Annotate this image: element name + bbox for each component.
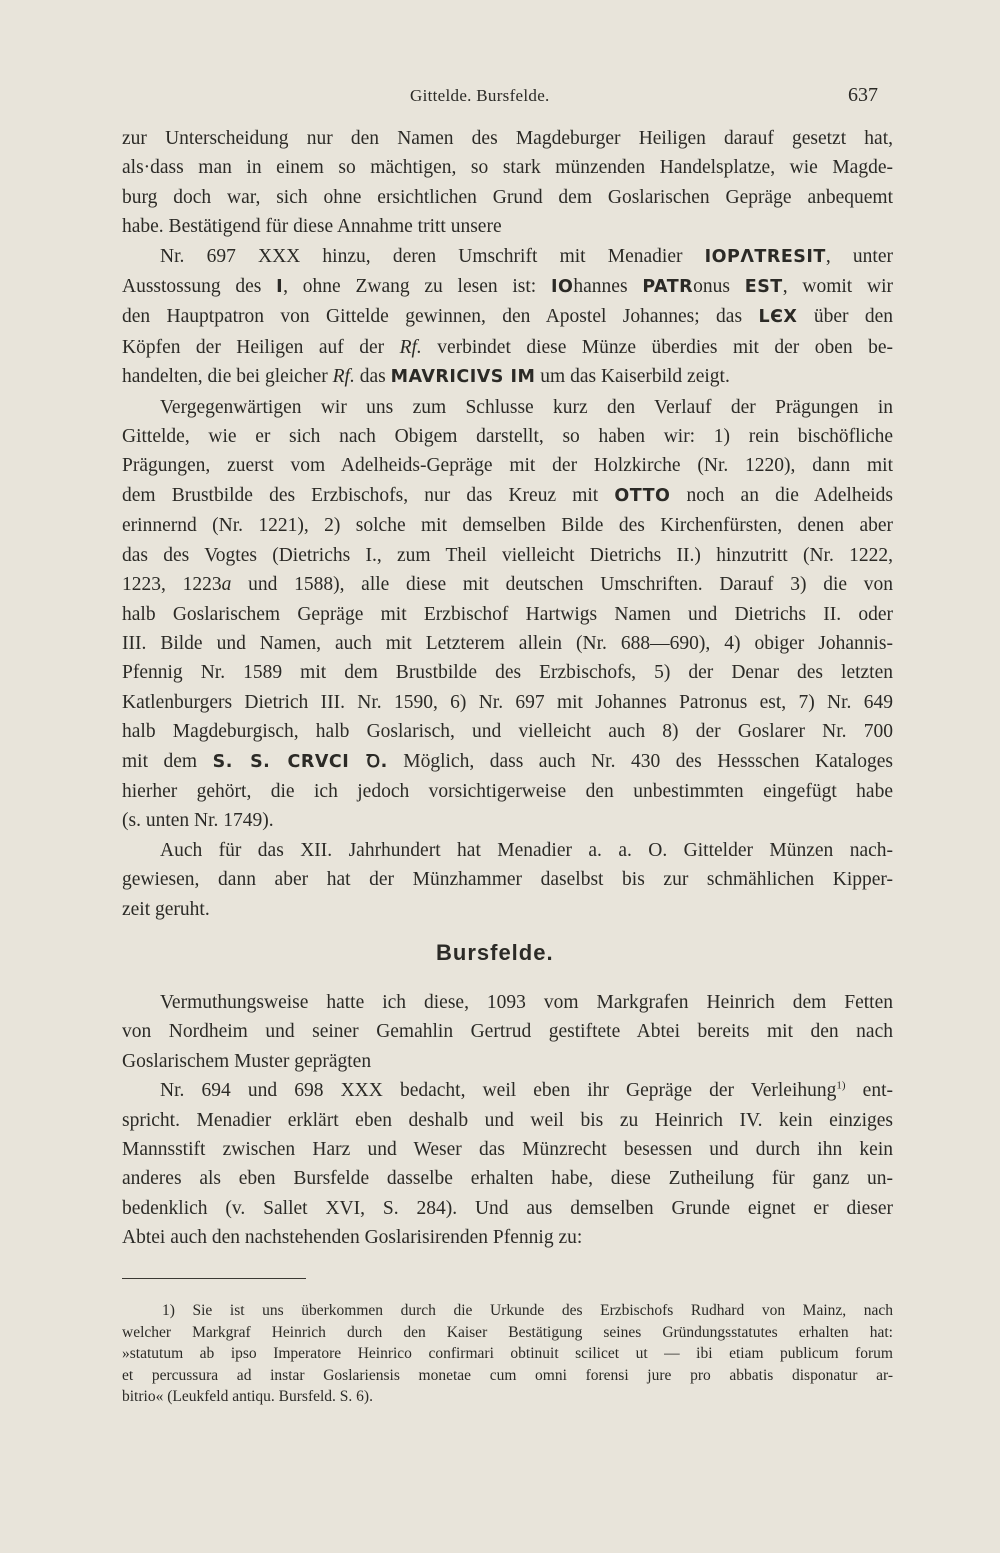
text-line	[122, 272, 893, 302]
section-heading: Bursfelde.	[436, 940, 554, 965]
text-run: 1223, 1223	[122, 574, 222, 596]
text-run: Ausstossung des	[122, 276, 277, 298]
abbreviation: Rf.	[332, 366, 355, 388]
coin-legend: PATR	[642, 277, 694, 298]
coin-legend: IO	[551, 277, 574, 298]
text-line: burg doch war, sich ohne ersichtlichen Grund dem Goslarischen Gepräge anbequemt	[122, 186, 893, 208]
text-run: Köpfen der Heiligen auf der	[122, 336, 400, 358]
text-line: (s. unten Nr. 1749).	[122, 810, 274, 832]
text-line: Prägungen, zuerst vom Adelheids-Gepräge mit der Holzkirche (Nr. 1220), dann mit	[122, 455, 893, 477]
coin-legend: LЄX	[758, 307, 798, 328]
text-run: , womit wir	[782, 276, 893, 298]
text-line	[122, 333, 893, 362]
footnote-line: »statutum ab ipso Imperatore Heinrico confirmari obtinuit scilicet ut — ibi etiam publicum forum	[122, 1345, 893, 1362]
text-line: spricht. Menadier erklärt eben deshalb und weil bis zu Heinrich IV. kein einziges	[122, 1109, 893, 1131]
footnote-line: welcher Markgraf Heinrich durch den Kaiser Bestätigung seines Gründungsstatutes erhalten hat:	[122, 1323, 893, 1341]
text-line: Gittelde, wie er sich nach Obigem darstellt, so haben wir: 1) rein bischöfliche	[122, 426, 893, 448]
text-line	[122, 362, 893, 392]
text-run: und 1588), alle diese mit deutschen Umschriften. Darauf 3) die von	[231, 574, 893, 596]
text-line: Mannsstift zwischen Harz und Weser das Münzrecht besessen und durch ihn kein	[122, 1139, 893, 1161]
running-header: Gittelde. Bursfelde.	[410, 86, 550, 105]
text-line: zeit geruht.	[122, 898, 210, 920]
text-line: als·dass man in einem so mächtigen, so stark münzenden Handelsplatze, wie Magde-	[122, 157, 893, 179]
text-line: Abtei auch den nachstehenden Goslarisirenden Pfennig zu:	[122, 1227, 583, 1249]
text-run: Nr. 694 und 698 XXX bedacht, weil eben ihr Gepräge der Verleihung	[160, 1080, 837, 1102]
coin-legend: MAVRICIVS IM	[390, 367, 536, 388]
text-line	[122, 302, 893, 332]
text-line: Vermuthungsweise hatte ich diese, 1093 vom Markgrafen Heinrich dem Fetten	[160, 992, 893, 1013]
footnote-divider	[122, 1278, 306, 1279]
text-line: halb Goslarischem Gepräge mit Erzbischof Hartwigs Namen und Dietrichs II. oder	[122, 603, 893, 625]
text-line: gewiesen, dann aber hat der Münzhammer daselbst bis zur schmählichen Kipper-	[122, 869, 893, 891]
page-number: 637	[848, 84, 878, 106]
text-line: von Nordheim und seiner Gemahlin Gertrud gestiftete Abtei bereits mit den nach	[122, 1021, 893, 1043]
footnote-line: et percussura ad instar Goslariensis monetae cum omni forensi jure pro abbatis disponatur ar-	[122, 1366, 893, 1384]
text-line: Katlenburgers Dietrich III. Nr. 1590, 6) Nr. 697 mit Johannes Patronus est, 7) Nr. 649	[122, 691, 893, 713]
text-line	[122, 747, 893, 777]
text-line: das des Vogtes (Dietrichs I., zum Theil vielleicht Dietrichs II.) hinzutritt (Nr. 1222,	[122, 544, 893, 566]
text-run: Nr. 697 XXX hinzu, deren Umschrift mit Menadier	[160, 245, 705, 267]
text-line	[122, 242, 893, 272]
text-run: mit dem	[122, 750, 213, 772]
abbreviation: Rf.	[399, 336, 422, 358]
text-line: anderes als eben Bursfelde dasselbe erhalten habe, diese Zutheilung für ganz un-	[122, 1168, 893, 1190]
text-run: ent-	[845, 1080, 893, 1102]
text-run: das	[354, 366, 391, 388]
text-run: verbindet diese Münze überdies mit der oben be-	[421, 336, 894, 358]
text-run: über den	[797, 306, 893, 328]
section-text-block	[122, 988, 893, 1253]
coin-legend: I	[276, 277, 284, 298]
text-line	[122, 570, 893, 599]
text-line	[122, 1076, 893, 1105]
text-line: III. Bilde und Namen, auch mit Letzterem allein (Nr. 688—690), 4) obiger Johannis-	[122, 632, 893, 654]
text-line: halb Magdeburgisch, halb Goslarisch, und vielleicht auch 8) der Goslarer Nr. 700	[122, 721, 893, 743]
footnote	[122, 1300, 893, 1408]
text-run: Möglich, dass auch Nr. 430 des Hessschen Kataloges	[387, 750, 894, 772]
coin-legend: S. S. CRVCI Ꝺ.	[212, 751, 388, 772]
coin-legend: IOPΛTRESIT	[704, 246, 826, 267]
text-line: Goslarischem Muster geprägten	[122, 1050, 372, 1072]
text-run: , unter	[825, 245, 893, 267]
footnote-marker: 1)	[836, 1079, 846, 1092]
text-run: handelten, die bei gleicher	[122, 366, 333, 388]
text-run: onus	[693, 276, 745, 298]
footnote-line: 1) Sie ist uns überkommen durch die Urkunde des Erzbischofs Rudhard von Mainz, nach	[162, 1302, 893, 1319]
text-run: noch an die Adelheids	[670, 484, 894, 506]
main-text-block	[122, 124, 893, 924]
footnote-line: bitrio« (Leukfeld antiqu. Bursfeld. S. 6).	[122, 1388, 373, 1405]
text-run: dem Brustbilde des Erzbischofs, nur das Kreuz mit	[122, 484, 615, 506]
text-line: habe. Bestätigend für diese Annahme tritt unsere	[122, 216, 502, 238]
text-line: erinnernd (Nr. 1221), 2) solche mit demselben Bilde des Kirchenfürsten, denen aber	[122, 515, 893, 537]
text-run: a	[221, 574, 232, 596]
text-line: Vergegenwärtigen wir uns zum Schlusse kurz den Verlauf der Prägungen in	[160, 396, 893, 418]
coin-legend: EST	[744, 277, 783, 298]
text-line: bedenklich (v. Sallet XVI, S. 284). Und aus demselben Grunde eignet er dieser	[122, 1197, 893, 1219]
text-run: um das Kaiserbild zeigt.	[535, 366, 730, 388]
text-run: , ohne Zwang zu lesen ist:	[283, 276, 551, 298]
text-run: den Hauptpatron von Gittelde gewinnen, den Apostel Johannes; das	[122, 306, 759, 328]
text-line: Auch für das XII. Jahrhundert hat Menadier a. a. O. Gittelder Münzen nach-	[160, 839, 893, 861]
text-line: zur Unterscheidung nur den Namen des Magdeburger Heiligen darauf gesetzt hat,	[122, 128, 893, 149]
coin-legend: OTTO	[614, 485, 671, 506]
text-run: hannes	[573, 276, 643, 298]
text-line: hierher gehört, die ich jedoch vorsichtigerweise den unbestimmten eingefügt habe	[122, 780, 893, 802]
text-line: Pfennig Nr. 1589 mit dem Brustbilde des Erzbischofs, 5) der Denar des letzten	[122, 662, 893, 684]
text-line	[122, 481, 893, 511]
